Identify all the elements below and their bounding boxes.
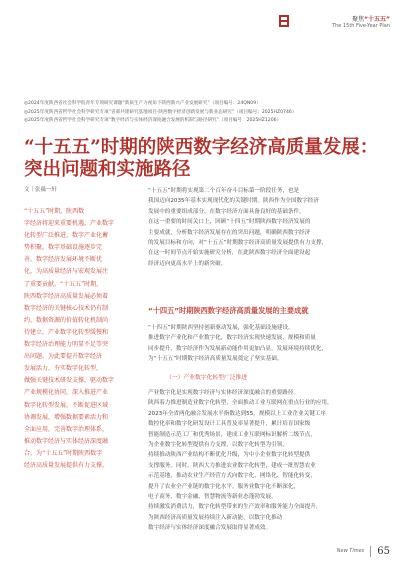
- funding-note: ◎2024年度陕西省社会科学院青年专项研究课题“新质生产力视角下陕西新兴产业发展研究”（项目编号：24QN09）: [24, 101, 261, 106]
- body-line: 为“十五五”时期数字经济高质量发展奠定了坚实基础。: [148, 356, 283, 363]
- page-footer: [337, 544, 390, 558]
- abstract-line: 合，为“十五五”时期陕西数字: [24, 449, 103, 457]
- article-title: [24, 137, 379, 181]
- body-line: 在这一时间节点开始实施研究分析，在此陕西数字经济全面建设起: [148, 250, 311, 257]
- header-tag-highlight: “十五五”: [364, 16, 390, 23]
- body-line: 提升了农业全产业链的数字化水平。服务业数字化不断深化，: [148, 483, 300, 490]
- abstract-line: 化，为高质量经济与宏观发展注: [24, 268, 109, 276]
- abstract-line: 陕西数字经济高质量发展必须着: [24, 292, 109, 300]
- body-line: 在这一重要的时间关口上，回顾“十四五”时期陕西数字经济发展的: [148, 219, 311, 226]
- header-subtitle: The 15th Five-Year Plan: [332, 23, 390, 29]
- body-line: 数控化率和数字化研发设计工具普及率显著提升，累计培育国家级: [148, 421, 311, 428]
- author-byline: 文｜张薇一轩: [24, 187, 58, 193]
- abstract-line: 做强关键技术研发支撑，驱动数字: [24, 377, 115, 385]
- abstract-line: 发展活力，夯实数字化转型，: [24, 365, 103, 373]
- funding-note: ◎2025年度陕西省哲学社会科学研究专项“数字经济与实体经济深度融合发展的机制与路径研究”（项目编号：2025HZ1206）: [24, 118, 282, 123]
- abstract-line: 约、数据资源的价值转化机制尚: [24, 316, 109, 324]
- body-line: 发展中的重要组成部分，在数字经济方面具备良好的基础条件，: [148, 208, 305, 215]
- body-line: 电子商务、数字金融、智慧物流等新业态蓬勃发展，: [148, 494, 277, 501]
- abstract-line: 数字经济的关键核心技术仍有制: [24, 304, 109, 312]
- page-number: 65: [377, 545, 390, 557]
- body-line: 支撑服务。同时，陕西大力推进农业数字化转型，建成一批智慧农业: [148, 462, 316, 469]
- abstract-line: 产业规模化协同，深入推进产业: [24, 389, 109, 397]
- body-line: 产业数字化是实现数字经济与实体经济深度融合的重要路径。: [148, 390, 300, 396]
- subsection-heading: （一）产业数字化转型广泛推进: [166, 375, 248, 381]
- abstract-line: 数字经济治理能力明显不足等突: [24, 341, 109, 349]
- body-line: 陕西着力推进制造业数字化转型，全面推动工业互联网在重点行业的应用，: [148, 400, 333, 407]
- body-line: 主要成就，分析数字经济发展存在的突出问题，明确陕西数字经济: [148, 229, 311, 236]
- abstract-line: 待建立，产业数字化转型缓慢和: [24, 328, 109, 336]
- abstract-line: “十五五”时期，陕西数: [24, 208, 85, 215]
- body-line: 的发展目标和方向，对“十五五”时期数字经济高质量发展提供有力支撑，: [148, 240, 328, 247]
- body-line: 推进数字产业化和产业数字化，数字经济实现快速发展，规模和质量: [148, 335, 316, 342]
- funding-note: ◎2025年度陕西省哲学社会科学研究专项“省部共建研究基地项目·陕西数字经济创新发展与新业态研究”（项目编号：2025HZ0746）: [24, 109, 297, 115]
- subsection-paragraph: [148, 388, 382, 534]
- abstract-line: 势积聚，数字基础设施逐步完: [24, 244, 103, 252]
- body-line: 我国迈向2035年基本实现现代化的关键时期。陕西作为全国数字经济: [148, 198, 319, 205]
- header-tag: [352, 14, 390, 23]
- body-line: 为企业数字化转型提供有力支撑，以数字化转型为引领，: [148, 442, 288, 449]
- title-line-1: “十五五”时期的陕西数字经济高质量发展：: [24, 137, 379, 158]
- section-heading: “十四五”时期陕西数字经济高质量发展的主要成就: [148, 306, 309, 315]
- abstract-line: 推动数字经济与实体经济深度融: [24, 437, 109, 445]
- body-line: 数字经济与实体经济深度融合发展取得显著成效。: [148, 525, 272, 532]
- intro-paragraph: [148, 186, 382, 269]
- abstract-line: 数字化转型发展，不断促进区域: [24, 401, 109, 409]
- abstract-line: 善，数字经济发展环境不断优: [24, 256, 103, 264]
- header-tag-prefix: 聚焦: [352, 16, 365, 23]
- footer-label: New Times: [336, 548, 365, 554]
- abstract-line: 出问题。为此要提升数字经济: [24, 353, 103, 361]
- body-line: 为陕西经济高质量发展持续注入新动能，以数字化推动: [148, 514, 283, 521]
- body-line: 示范基地，推动农业生产经营方式向数字化、网络化、智能化转变，: [148, 473, 316, 480]
- body-line: 2023年全省两化融合发展水平指数达到55，规模以上工业企业关键工序: [148, 410, 326, 417]
- body-line: 经济迈向更高水平上的新突破。: [148, 260, 227, 267]
- body-line: “十四五”时期陕西坚持创新驱动发展，强化基础设施建设，: [148, 325, 294, 331]
- section-paragraph: [148, 323, 382, 365]
- body-line: 智能制造示范工厂和优秀场景，建成工业互联网标识解析二级节点，: [148, 431, 316, 438]
- emblem-icon: [278, 14, 290, 28]
- abstract-line: 了重要贡献。“十五五”时期，: [24, 280, 103, 288]
- footer-divider: [370, 546, 371, 557]
- page-header: [272, 14, 390, 40]
- funding-notes: [24, 100, 384, 126]
- body-line: 持续推动陕西产业结构不断优化升级，为中小企业数字化转型提供: [148, 452, 311, 459]
- body-line: 同步提升，数字经济作为发展新动能作用更加凸显，发展环境持续优化，: [148, 345, 328, 352]
- abstract-line: 经济高质量发展提供有力支撑。: [24, 461, 109, 469]
- abstract: [24, 206, 144, 472]
- abstract-line: 协调发展，增强数据要素活力和: [24, 413, 109, 421]
- abstract-line: 化转型广泛推进，数字产业化蓄: [24, 232, 109, 240]
- title-line-2: 突出问题和实施路径: [24, 159, 191, 180]
- body-line: “十五五”时期将实现第二个百年奋斗目标第一阶段任务，也是: [148, 188, 300, 194]
- body-line: 持续激发消费活力，数字化转型带来的生产效率和服务能力全面提升，: [148, 504, 322, 511]
- abstract-line: 全面应用，完善数字治理体系，: [24, 425, 109, 433]
- abstract-line: 字经济将迎来重要机遇，产业数字: [24, 220, 115, 228]
